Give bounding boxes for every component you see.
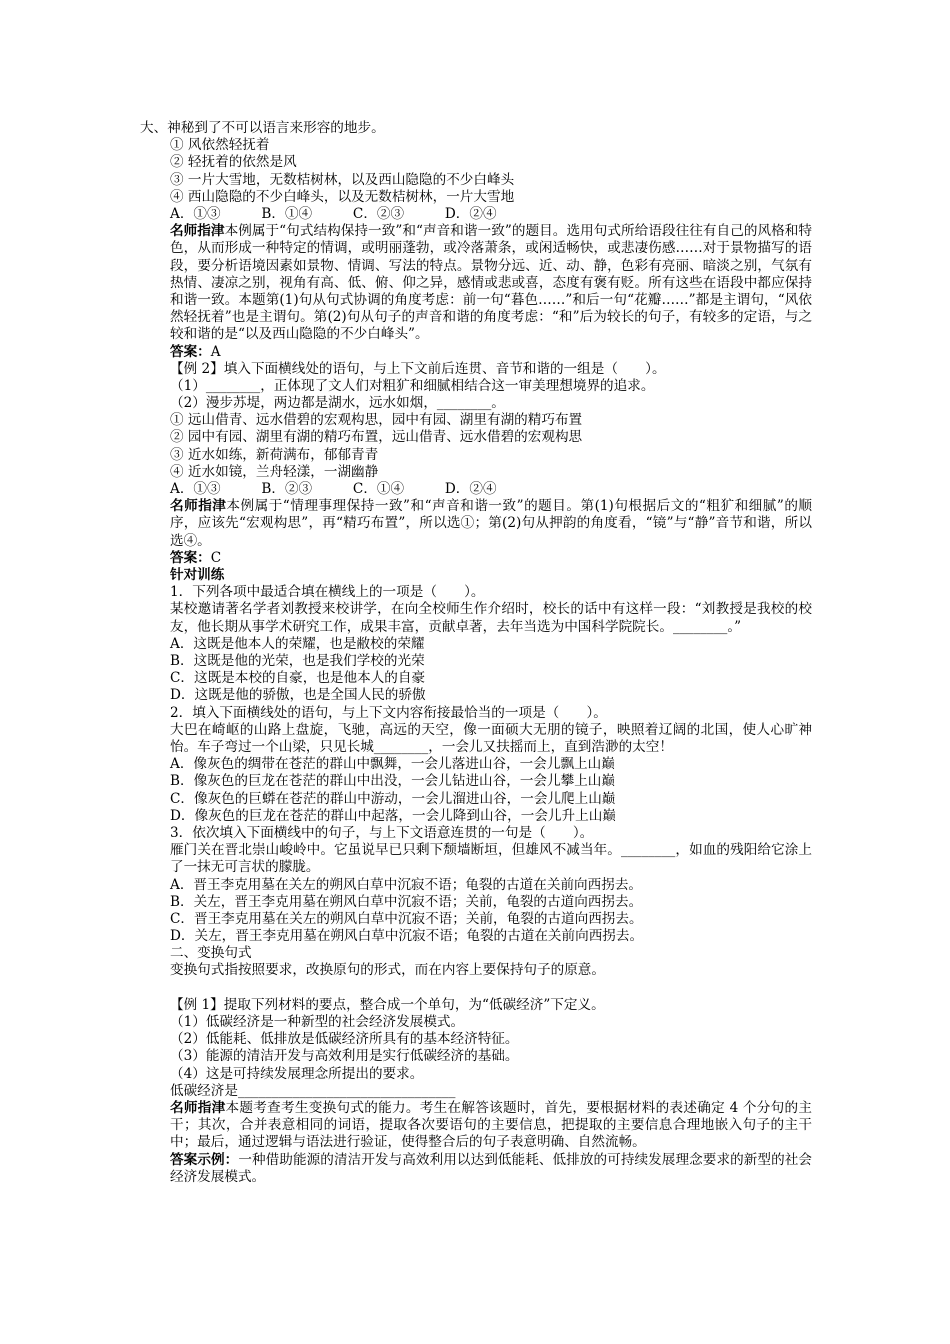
text-line: A．①③ B．②③ C．①④ D．②④ xyxy=(170,481,497,498)
question-3-context: 雁门关在晋北崇山峻岭中。它虽说早已只剩下颓墙断垣，但雄风不减当年。________，如血的残阳给它涂上了一抹无可言状的朦胧。 xyxy=(170,842,812,876)
text-line: （4）这是可持续发展理念所提出的要求。 xyxy=(170,1065,424,1082)
text-line: ① 风依然轻抚着 xyxy=(170,137,270,154)
question-2-option: B．像灰色的巨龙在苍茫的群山中出没，一会儿钻进山谷，一会儿攀上山巅 xyxy=(170,773,615,790)
text-line: （2）漫步苏堤，两边都是湖水，远水如烟，________。 xyxy=(170,395,505,412)
note-label: 名师指津 xyxy=(170,1099,226,1116)
question-1-option: B．这既是他的光荣，也是我们学校的光荣 xyxy=(170,653,425,669)
question-2-option: A．像灰色的绸带在苍茫的群山中飘舞，一会儿落进山谷，一会儿飘上山巅 xyxy=(170,756,615,773)
text-line: （3）能源的清洁开发与高效利用是实行低碳经济的基础。 xyxy=(170,1048,519,1065)
question-3-option: D．关左，晋王李克用墓在朔风白草中沉寂不语；龟裂的古道在关前向西拐去。 xyxy=(170,928,644,945)
answer-label: 答案： xyxy=(170,549,211,566)
text-line: ④ 近水如镜，兰舟轻漾，一湖幽静 xyxy=(170,463,379,480)
question-2-option: D．像灰色的巨龙在苍茫的群山中起落，一会儿降到山谷，一会儿升上山巅 xyxy=(170,807,616,824)
question-1-context: 某校邀请著名学者刘教授来校讲学，在向全校师生作介绍时，校长的话中有这样一段：“刘教授是我校的校友，他长期从事学术研究工作，成果丰富，贡献卓著，去年当选为中国科学院院长。________。” xyxy=(170,601,812,635)
question-1-option: D．这既是他的骄傲，也是全国人民的骄傲 xyxy=(170,687,426,704)
question-1-stem: 1．下列各项中最适合填在横线上的一项是（ ）。 xyxy=(170,584,485,601)
example-2-answer xyxy=(140,550,812,567)
note-text: 本题考查考生变换句式的能力。考生在解答该题时，首先，要根据材料的表述确定 4 个分句的主干；其次，合并表意相同的词语，提取各次要语句的主要信息，把提取的主要信息合理地嵌入句子的主干中；最后，通过逻辑与语法进行验证，使得整合后的句子表意明确、自然流畅。 xyxy=(170,1099,813,1151)
answer-value: C xyxy=(210,549,222,566)
question-2-option: C．像灰色的巨蟒在苍茫的群山中游动，一会儿溜进山谷，一会儿爬上山巅 xyxy=(170,790,616,807)
text-line: 低碳经济是________________________________ xyxy=(170,1082,456,1099)
question-3-option: B．关左，晋王李克用墓在朔风白草中沉寂不语；关前，龟裂的古道向西拐去。 xyxy=(170,893,643,910)
text-line: ② 轻抚着的依然是风 xyxy=(170,154,297,171)
question-2-stem: 2．填入下面横线处的语句，与上下文内容衔接最恰当的一项是（ ）。 xyxy=(170,704,607,721)
section-2-intro: 变换句式指按照要求，改换原句的形式，而在内容上要保持句子的原意。 xyxy=(170,962,605,979)
note-text: 本例属于“情理事理保持一致”和“声音和谐一致”的题目。第(1)句根据后文的“粗犷和细腻”的顺序，应该先“宏观构思”，再“精巧布置”，所以选①；第(2)句从押韵的角度看，“镜”与“静”音节和谐，所以选④。 xyxy=(170,498,813,549)
example-3-note xyxy=(140,1100,812,1152)
text-line: ④ 西山隐隐的不少白峰头，以及无数桔树林，一片大雪地 xyxy=(170,188,515,205)
text-line: ③ 一片大雪地，无数桔树林，以及西山隐隐的不少白峰头 xyxy=(170,171,515,188)
text-line: （1）________，正体现了文人们对粗犷和细腻相结合这一审美理想境界的追求。 xyxy=(170,377,655,394)
example-3-answer xyxy=(140,1152,812,1186)
text-line: ③ 近水如练，新荷满布，郁郁青青 xyxy=(170,446,379,463)
text-line: A．①③ B．①④ C．②③ D．②④ xyxy=(170,205,497,222)
example-1-note xyxy=(140,223,812,343)
note-label: 名师指津 xyxy=(170,498,227,515)
question-3-option: C．晋王李克用墓在关左的朔风白草中沉寂不语；关前，龟裂的古道向西拐去。 xyxy=(170,910,643,927)
text-line: ① 远山借青、远水借碧的宏观构思，园中有园、湖里有湖的精巧布置 xyxy=(170,412,583,429)
example-2-note xyxy=(140,498,812,550)
answer-label: 答案示例： xyxy=(170,1151,239,1168)
document-page xyxy=(140,120,812,1186)
note-label: 名师指津 xyxy=(170,223,225,240)
question-1-option: A．这既是他本人的荣耀，也是敝校的荣耀 xyxy=(170,635,425,652)
example-1-answer xyxy=(140,344,812,361)
blank-line xyxy=(140,980,812,997)
text-line: 【例 2】填入下面横线处的语句，与上下文前后连贯、音节和谐的一组是（ ）。 xyxy=(170,360,666,377)
answer-value: 一种借助能源的清洁开发与高效利用以达到低能耗、低排放的可持续发展理念要求的新型的社会经济发展模式。 xyxy=(170,1151,813,1185)
question-2-context: 大巴在崎岖的山路上盘旋，飞驰，高远的天空，像一面硕大无朋的镜子，映照着辽阔的北国，使人心旷神怡。车子弯过一个山梁，只见长城________，一会儿又扶摇而上，直到浩渺的太空！ xyxy=(170,721,812,755)
text-line: ② 园中有园、湖里有湖的精巧布置，远山借青、远水借碧的宏观构思 xyxy=(170,429,583,446)
section-2-title: 二、变换句式 xyxy=(170,945,252,962)
example-1-tail xyxy=(140,120,812,223)
training-title: 针对训练 xyxy=(170,567,225,584)
answer-label: 答案： xyxy=(170,343,211,360)
text-line: （2）低能耗、低排放是低碳经济所具有的基本经济特征。 xyxy=(170,1031,519,1048)
text-line: 大、神秘到了不可以语言来形容的地步。 xyxy=(140,120,385,136)
text-line: 【例 1】提取下列材料的要点，整合成一个单句，为“低碳经济”下定义。 xyxy=(170,996,605,1013)
answer-value: A xyxy=(210,343,221,360)
question-1-option: C．这既是本校的自豪，也是他本人的自豪 xyxy=(170,670,426,687)
example-2 xyxy=(140,361,812,499)
question-3-stem: 3．依次填入下面横线中的句子，与上下文语意连贯的一句是（ ）。 xyxy=(170,824,594,841)
text-line: （1）低碳经济是一种新型的社会经济发展模式。 xyxy=(170,1014,465,1030)
section-2-example-1 xyxy=(140,997,812,1100)
note-text: 本例属于“句式结构保持一致”和“声音和谐一致”的题目。选用句式所给语段往往有自己的风格和特色，从而形成一种特定的情调，或明丽蓬勃，或冷落萧条，或闲适畅快，或悲凄伤感……对于景物描写的语段，要分析语境因素如景物、情调、写法的特点。景物分远、近、动、静，色彩有亮丽、暗淡之别，气氛有热情、凄凉之别，视角有高、低、俯、仰之异，感情或悲或喜，态度有褒有贬。所有这些在语段中都应保持和谐一致。本题第(1)句从句式协调的角度考虑：前一句“暮色……”和后一句“花瓣……”都是主谓句，“风依然轻抚着”也是主谓句。第(2)句从句子的声音和谐的角度考虑：“和”后为较长的句子，有较多的定语，与之较和谐的是“以及西山隐隐的不少白峰头”。 xyxy=(170,223,813,343)
question-3-option: A．晋王李克用墓在关左的朔风白草中沉寂不语；龟裂的古道在关前向西拐去。 xyxy=(170,876,643,893)
